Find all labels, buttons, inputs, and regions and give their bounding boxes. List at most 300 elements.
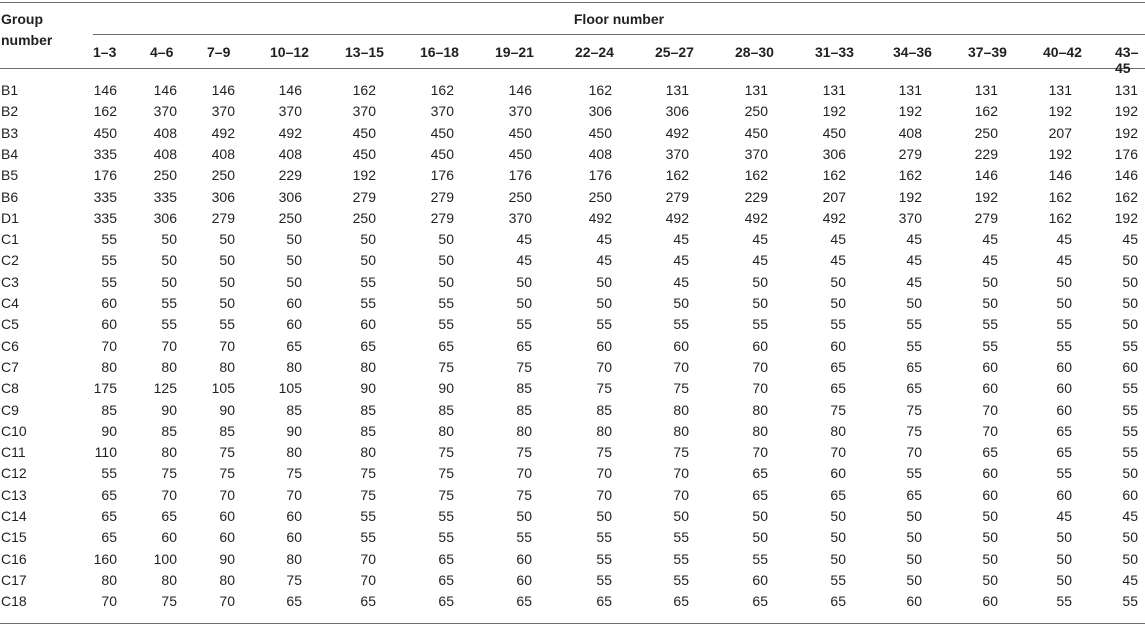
table-cell: 85 — [360, 401, 376, 418]
table-cell: 131 — [665, 82, 689, 98]
table-cell: 55 — [673, 529, 689, 546]
table-cell: 50 — [161, 273, 177, 290]
table-cell: 70 — [596, 486, 612, 503]
table-cell: 65 — [906, 486, 922, 503]
table-cell: 60 — [286, 316, 302, 333]
table-cell: 60 — [360, 316, 376, 333]
table-cell: 70 — [161, 486, 177, 503]
table-cell: 70 — [906, 444, 922, 461]
table-cell: 85 — [438, 401, 454, 418]
table-cell: 492 — [211, 124, 235, 141]
table-cell: 85 — [360, 422, 376, 439]
table-row — [0, 316, 1145, 337]
table-cell: 65 — [1056, 444, 1072, 461]
table-cell: 60 — [752, 571, 768, 588]
table-cell: 65 — [101, 486, 117, 503]
table-row — [0, 252, 1145, 273]
table-cell: 105 — [211, 380, 235, 397]
table-cell: 55 — [906, 337, 922, 354]
table-cell: 45 — [752, 252, 768, 269]
table-cell: 50 — [286, 252, 302, 269]
table-row — [0, 423, 1145, 444]
table-cell: 65 — [982, 444, 998, 461]
table-cell: 45 — [1056, 508, 1072, 524]
table-cell: 60 — [286, 295, 302, 311]
table-cell: 50 — [906, 550, 922, 567]
table-cell: 110 — [94, 444, 117, 461]
table-cell: 55 — [906, 465, 922, 482]
column-header: 7–9 — [207, 44, 231, 60]
table-row — [0, 295, 1145, 316]
table-cell: 65 — [673, 593, 689, 610]
table-cell: 50 — [286, 273, 302, 290]
table-cell: 50 — [219, 231, 235, 248]
table-cell: 75 — [438, 444, 454, 461]
table-cell: 50 — [752, 508, 768, 524]
row-label: C15 — [1, 529, 27, 546]
table-cell: 50 — [1122, 529, 1138, 546]
table-cell: 450 — [588, 124, 612, 141]
table-cell: 162 — [93, 103, 117, 120]
table-cell: 70 — [101, 337, 117, 354]
column-header: 25–27 — [655, 44, 694, 60]
table-cell: 335 — [93, 188, 117, 205]
table-cell: 50 — [516, 508, 532, 524]
table-cell: 60 — [1056, 380, 1072, 397]
table-cell: 250 — [278, 209, 302, 226]
table-cell: 162 — [430, 82, 454, 98]
table-cell: 60 — [101, 316, 117, 333]
row-label: C10 — [1, 422, 27, 439]
table-cell: 279 — [430, 188, 454, 205]
table-cell: 55 — [438, 316, 454, 333]
table-cell: 162 — [665, 167, 689, 184]
table-row — [0, 274, 1145, 295]
table-cell: 60 — [982, 486, 998, 503]
table-cell: 370 — [153, 103, 177, 120]
table-cell: 370 — [352, 103, 376, 120]
table-cell: 306 — [153, 209, 177, 226]
table-cell: 306 — [665, 103, 689, 120]
table-cell: 45 — [516, 252, 532, 269]
table-cell: 50 — [982, 571, 998, 588]
table-cell: 65 — [161, 508, 177, 524]
table-row — [0, 338, 1145, 359]
table-cell: 492 — [665, 209, 689, 226]
row-label: B4 — [1, 145, 19, 162]
table-cell: 80 — [161, 444, 177, 461]
table-cell: 50 — [219, 295, 235, 311]
table-cell: 65 — [101, 508, 117, 524]
table-cell: 60 — [982, 358, 998, 375]
table-row — [0, 231, 1145, 252]
row-label: C1 — [1, 231, 19, 248]
row-label: C8 — [1, 380, 19, 397]
table-cell: 65 — [516, 593, 532, 610]
table-cell: 335 — [93, 145, 117, 162]
table-row — [0, 402, 1145, 423]
table-cell: 90 — [161, 401, 177, 418]
table-cell: 45 — [1122, 508, 1138, 524]
table-cell: 105 — [278, 380, 302, 397]
floor-number-header: Floor number — [573, 11, 665, 27]
table-cell: 50 — [982, 550, 998, 567]
table-cell: 450 — [352, 145, 376, 162]
row-label: C6 — [1, 337, 19, 354]
table-cell: 55 — [101, 252, 117, 269]
table-cell: 60 — [673, 337, 689, 354]
table-cell: 50 — [1056, 295, 1072, 311]
table-cell: 125 — [153, 380, 177, 397]
table-cell: 65 — [438, 337, 454, 354]
table-cell: 80 — [219, 571, 235, 588]
table-cell: 70 — [596, 358, 612, 375]
table-cell: 408 — [898, 124, 922, 141]
table-cell: 492 — [822, 209, 846, 226]
table-cell: 450 — [508, 145, 532, 162]
table-cell: 60 — [982, 380, 998, 397]
table-cell: 65 — [438, 571, 454, 588]
table-cell: 176 — [93, 167, 117, 184]
table-cell: 492 — [278, 124, 302, 141]
table-cell: 60 — [516, 550, 532, 567]
table-cell: 279 — [211, 209, 235, 226]
table-cell: 75 — [286, 571, 302, 588]
table-cell: 80 — [673, 401, 689, 418]
table-cell: 50 — [438, 273, 454, 290]
table-cell: 50 — [982, 529, 998, 546]
table-cell: 192 — [898, 103, 922, 120]
table-cell: 370 — [508, 103, 532, 120]
table-cell: 45 — [830, 252, 846, 269]
table-cell: 70 — [219, 337, 235, 354]
table-cell: 250 — [508, 188, 532, 205]
table-cell: 70 — [752, 444, 768, 461]
table-cell: 45 — [673, 273, 689, 290]
table-cell: 192 — [1114, 209, 1138, 226]
table-cell: 45 — [673, 252, 689, 269]
table-cell: 55 — [673, 550, 689, 567]
table-cell: 192 — [974, 188, 998, 205]
table-cell: 192 — [822, 103, 846, 120]
table-cell: 55 — [438, 508, 454, 524]
table-cell: 279 — [352, 188, 376, 205]
table-cell: 370 — [665, 145, 689, 162]
table-cell: 75 — [360, 465, 376, 482]
table-cell: 408 — [278, 145, 302, 162]
row-label: C14 — [1, 508, 27, 524]
column-header: 34–36 — [893, 44, 932, 60]
table-cell: 370 — [744, 145, 768, 162]
table-cell: 162 — [974, 103, 998, 120]
table-cell: 85 — [286, 401, 302, 418]
table-cell: 70 — [982, 401, 998, 418]
table-cell: 55 — [982, 337, 998, 354]
table-cell: 50 — [906, 571, 922, 588]
table-cell: 45 — [906, 252, 922, 269]
table-cell: 55 — [1122, 593, 1138, 610]
column-header: 10–12 — [270, 44, 309, 60]
table-cell: 45 — [1122, 571, 1138, 588]
table-cell: 162 — [588, 82, 612, 98]
table-cell: 70 — [360, 550, 376, 567]
row-label: B1 — [1, 82, 19, 98]
table-cell: 450 — [93, 124, 117, 141]
table-cell: 370 — [211, 103, 235, 120]
table-cell: 70 — [360, 571, 376, 588]
table-cell: 65 — [438, 550, 454, 567]
table-cell: 55 — [673, 571, 689, 588]
table-cell: 50 — [752, 295, 768, 311]
table-cell: 55 — [830, 571, 846, 588]
table-cell: 90 — [360, 380, 376, 397]
row-label: B6 — [1, 188, 19, 205]
table-row — [0, 529, 1145, 550]
table-cell: 450 — [430, 145, 454, 162]
table-cell: 90 — [438, 380, 454, 397]
table-cell: 70 — [830, 444, 846, 461]
table-cell: 55 — [1122, 422, 1138, 439]
table-cell: 50 — [830, 295, 846, 311]
table-cell: 45 — [516, 231, 532, 248]
table-cell: 60 — [101, 295, 117, 311]
table-cell: 55 — [596, 316, 612, 333]
table-cell: 80 — [286, 550, 302, 567]
table-cell: 55 — [161, 295, 177, 311]
table-cell: 50 — [1056, 571, 1072, 588]
table-cell: 50 — [830, 550, 846, 567]
table-cell: 80 — [438, 422, 454, 439]
table-cell: 279 — [665, 188, 689, 205]
table-row — [0, 125, 1145, 146]
table-cell: 75 — [438, 358, 454, 375]
table-cell: 50 — [438, 252, 454, 269]
table-cell: 146 — [974, 167, 998, 184]
row-label: B5 — [1, 167, 19, 184]
table-cell: 50 — [219, 273, 235, 290]
table-cell: 45 — [752, 231, 768, 248]
table-cell: 192 — [1114, 103, 1138, 120]
table-cell: 80 — [752, 401, 768, 418]
table-cell: 65 — [1056, 422, 1072, 439]
table-cell: 162 — [898, 167, 922, 184]
table-cell: 50 — [906, 508, 922, 524]
table-cell: 85 — [516, 401, 532, 418]
table-bottom-rule — [0, 623, 1145, 624]
table-cell: 450 — [744, 124, 768, 141]
table-cell: 65 — [830, 380, 846, 397]
table-cell: 192 — [1048, 145, 1072, 162]
table-cell: 55 — [906, 316, 922, 333]
table-cell: 207 — [1048, 124, 1072, 141]
table-cell: 55 — [673, 316, 689, 333]
table-cell: 50 — [1122, 295, 1138, 311]
table-cell: 45 — [982, 231, 998, 248]
table-cell: 80 — [101, 571, 117, 588]
table-cell: 100 — [153, 550, 177, 567]
table-cell: 45 — [982, 252, 998, 269]
row-label: C7 — [1, 358, 19, 375]
table-cell: 75 — [516, 486, 532, 503]
table-cell: 335 — [153, 188, 177, 205]
table-cell: 65 — [752, 593, 768, 610]
table-cell: 55 — [596, 529, 612, 546]
table-cell: 45 — [596, 252, 612, 269]
row-label: C12 — [1, 465, 27, 482]
table-cell: 70 — [219, 486, 235, 503]
table-cell: 60 — [286, 508, 302, 524]
table-cell: 65 — [906, 358, 922, 375]
table-cell: 60 — [982, 593, 998, 610]
row-label: B3 — [1, 124, 19, 141]
table-cell: 176 — [588, 167, 612, 184]
table-cell: 65 — [752, 486, 768, 503]
table-cell: 408 — [588, 145, 612, 162]
table-cell: 45 — [673, 231, 689, 248]
table-cell: 250 — [352, 209, 376, 226]
table-cell: 90 — [219, 550, 235, 567]
table-cell: 75 — [438, 486, 454, 503]
table-cell: 90 — [219, 401, 235, 418]
table-cell: 370 — [898, 209, 922, 226]
table-cell: 131 — [744, 82, 768, 98]
table-row — [0, 380, 1145, 401]
table-cell: 65 — [830, 358, 846, 375]
table-cell: 55 — [830, 316, 846, 333]
table-cell: 60 — [1056, 358, 1072, 375]
row-label: C3 — [1, 273, 19, 290]
table-cell: 146 — [508, 82, 532, 98]
table-cell: 192 — [352, 167, 376, 184]
table-cell: 60 — [219, 529, 235, 546]
row-label: C17 — [1, 571, 27, 588]
table-cell: 55 — [1122, 337, 1138, 354]
table-cell: 80 — [286, 444, 302, 461]
table-cell: 75 — [516, 358, 532, 375]
table-cell: 75 — [596, 444, 612, 461]
column-header: 19–21 — [495, 44, 534, 60]
table-cell: 50 — [982, 508, 998, 524]
table-cell: 50 — [438, 231, 454, 248]
row-label: C18 — [1, 593, 27, 610]
table-cell: 250 — [153, 167, 177, 184]
table-cell: 65 — [360, 593, 376, 610]
column-header: 37–39 — [968, 44, 1007, 60]
table-cell: 65 — [752, 465, 768, 482]
table-cell: 50 — [596, 508, 612, 524]
table-cell: 50 — [161, 231, 177, 248]
table-cell: 50 — [752, 529, 768, 546]
table-cell: 492 — [665, 124, 689, 141]
table-cell: 50 — [219, 252, 235, 269]
table-cell: 60 — [906, 593, 922, 610]
table-cell: 146 — [1114, 167, 1138, 184]
table-cell: 75 — [360, 486, 376, 503]
table-cell: 50 — [830, 529, 846, 546]
table-cell: 50 — [1056, 550, 1072, 567]
table-row — [0, 508, 1145, 529]
table-cell: 75 — [673, 444, 689, 461]
table-cell: 75 — [596, 380, 612, 397]
table-cell: 55 — [1122, 380, 1138, 397]
table-cell: 60 — [1056, 401, 1072, 418]
table-cell: 75 — [516, 444, 532, 461]
table-cell: 55 — [360, 273, 376, 290]
table-cell: 45 — [830, 231, 846, 248]
table-cell: 192 — [1114, 124, 1138, 141]
table-cell: 60 — [286, 529, 302, 546]
column-header: 1–3 — [93, 44, 117, 60]
table-cell: 50 — [516, 273, 532, 290]
table-cell: 45 — [1056, 231, 1072, 248]
row-label: C4 — [1, 295, 19, 311]
table-cell: 65 — [360, 337, 376, 354]
table-cell: 335 — [93, 209, 117, 226]
table-cell: 60 — [219, 508, 235, 524]
table-cell: 279 — [974, 209, 998, 226]
table-cell: 60 — [1056, 486, 1072, 503]
table-cell: 75 — [438, 465, 454, 482]
table-cell: 492 — [588, 209, 612, 226]
table-cell: 80 — [286, 358, 302, 375]
column-header: 16–18 — [420, 44, 459, 60]
table-cell: 162 — [352, 82, 376, 98]
table-cell: 60 — [1122, 486, 1138, 503]
table-cell: 131 — [822, 82, 846, 98]
table-cell: 146 — [211, 82, 235, 98]
row-label: D1 — [1, 209, 19, 226]
table-cell: 162 — [744, 167, 768, 184]
table-cell: 80 — [596, 422, 612, 439]
table-cell: 50 — [161, 252, 177, 269]
table-cell: 50 — [596, 295, 612, 311]
table-cell: 45 — [906, 273, 922, 290]
table-cell: 55 — [360, 508, 376, 524]
table-cell: 306 — [211, 188, 235, 205]
table-cell: 306 — [588, 103, 612, 120]
table-cell: 306 — [278, 188, 302, 205]
table-cell: 70 — [286, 486, 302, 503]
table-cell: 80 — [516, 422, 532, 439]
table-cell: 55 — [516, 529, 532, 546]
table-cell: 80 — [161, 358, 177, 375]
row-label: C2 — [1, 252, 19, 269]
table-cell: 60 — [516, 571, 532, 588]
table-cell: 450 — [508, 124, 532, 141]
table-cell: 279 — [430, 209, 454, 226]
table-cell: 55 — [596, 571, 612, 588]
table-cell: 131 — [1048, 82, 1072, 98]
table-cell: 75 — [673, 380, 689, 397]
table-cell: 80 — [360, 358, 376, 375]
row-label: C5 — [1, 316, 19, 333]
table-cell: 65 — [286, 337, 302, 354]
table-cell: 75 — [830, 401, 846, 418]
table-row — [0, 167, 1145, 188]
table-cell: 65 — [286, 593, 302, 610]
table-cell: 146 — [153, 82, 177, 98]
table-cell: 55 — [1056, 593, 1072, 610]
table-cell: 207 — [822, 188, 846, 205]
table-cell: 55 — [101, 273, 117, 290]
table-cell: 45 — [596, 231, 612, 248]
table-cell: 75 — [906, 422, 922, 439]
column-header: 40–42 — [1043, 44, 1082, 60]
column-header: 13–15 — [345, 44, 384, 60]
table-cell: 60 — [752, 337, 768, 354]
table-cell: 70 — [101, 593, 117, 610]
table-cell: 70 — [516, 465, 532, 482]
